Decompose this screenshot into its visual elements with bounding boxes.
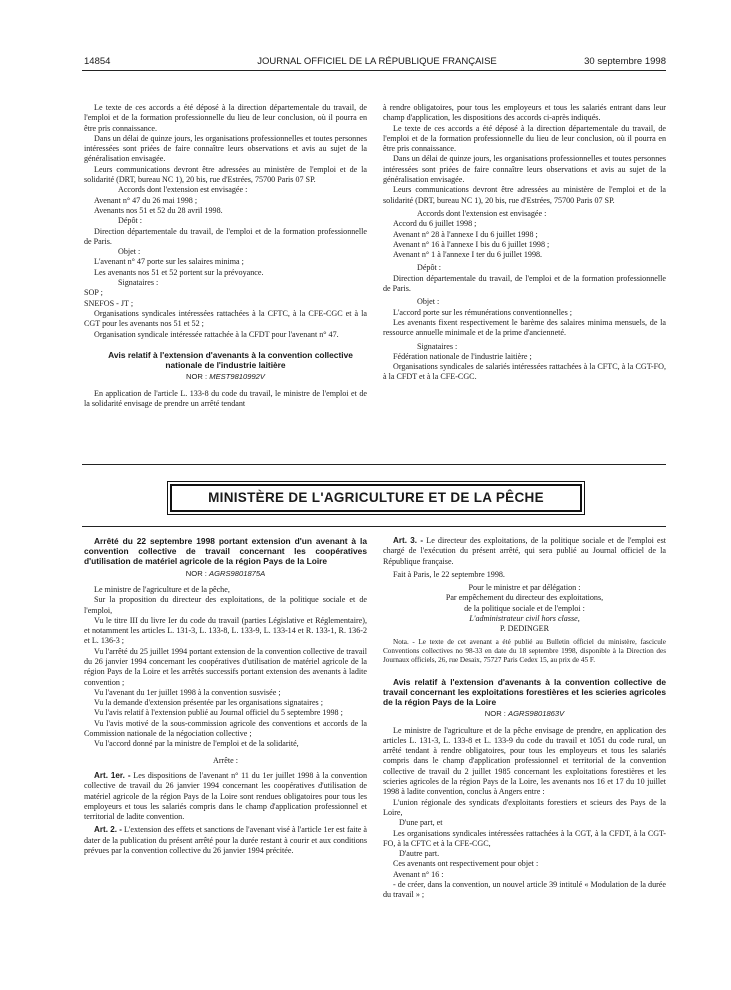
signatory-name: P. DEDINGER [499,624,549,634]
section-heading: Dépôt : [118,216,143,226]
section-heading: Dépôt : [417,263,442,273]
list-item: Organisations syndicales de salariés intéressées rattachées à la CFTC, à la CGT-FO, à la CFDT et à la CFE-CGC. [383,362,666,382]
paragraph: Leurs communications devront être adressées au ministère de l'emploi et de la solidarité (DRT, bureau NC 1), 20 bis, rue d'Estrées, 75700 Paris 07 SP. [84,164,367,185]
article-1: Art. 1er. - Les dispositions de l'avenant n° 11 du 1er juillet 1998 à la convention collective de travail du 26 janvier 1994 concernant les coopératives d'utilisation de matériel agricole de la région Pays de la Loire sont rendues obligatoires pour tous les employeurs et tous les salariés compris dans le champ d'application professionnel et territorial de ladite convention. [84,770,367,822]
list-item: Les avenants nos 51 et 52 portent sur la prévoyance. [94,267,264,277]
top-right-column [383,103,666,383]
paragraph: Vu la demande d'extension présentée par les organisations signataires ; [94,698,323,708]
bottom-right-column [383,536,666,901]
nota: Nota. - Le texte de cet avenant a été publié au Bulletin officiel du ministère, fascicule Conventions collectives no 98-33 en date du 18 septembre 1998, disponible à la Direction des Journaux officiels, 26, rue Desaix, 75727 Paris Cedex 15, au prix de 45 F. [383,637,666,664]
paragraph: D'autre part. [399,849,440,859]
section-divider [82,464,666,465]
paragraph: Leurs communications devront être adressées au ministère de l'emploi et de la solidarité (DRT, bureau NC 1), 20 bis, rue d'Estrées, 75700 Paris 07 SP. [383,185,666,205]
paragraph: L'union régionale des syndicats d'exploitants forestiers et scieurs des Pays de la Loire, [383,797,666,817]
nor-reference: NOR : AGRS9801863V [484,709,565,719]
paragraph: Direction départementale du travail, de l'emploi et de la formation professionnelle de Paris. [383,273,666,294]
list-item: Avenant n° 1 à l'annexe I ter du 6 juillet 1998. [393,250,543,260]
paragraph: Avenant n° 16 : [393,869,444,879]
paragraph: Le texte de ces accords a été déposé à la direction départementale du travail, de l'emploi et de la formation professionnelle du lieu de leur conclusion, où il pourra en être pris connaissance. [383,123,666,154]
section-heading: Signataires : [118,278,159,288]
paragraph: Ces avenants ont respectivement pour objet : [393,859,539,869]
paragraph: Le texte de ces accords a été déposé à la direction départementale du travail, de l'emploi et de la formation professionnelle du lieu de leur conclusion, où il pourra en être pris connaissance. [84,103,367,133]
list-item: L'accord porte sur les rémunérations conventionnelles ; [393,307,573,317]
signature-line: Par empêchement du directeur des exploitations, [445,593,604,603]
list-item: SOP ; [84,288,103,298]
paragraph: Organisation syndicale intéressée rattachée à la CFDT pour l'avenant n° 47. [94,329,339,339]
paragraph: Dans un délai de quinze jours, les organisations professionnelles et toutes personnes intéressées sont priées de faire connaître leurs observations et avis au sujet de la généralisation envisagée. [383,154,666,185]
ministry-title: MINISTÈRE DE L'AGRICULTURE ET DE LA PÊCHE [208,490,544,505]
avis-title: Avis relatif à l'extension d'avenants à la convention collective de travail concernant les exploitations forestières et les scieries agricoles de la région Pays de la Loire [383,676,666,708]
list-item: Fédération nationale de l'industrie laitière ; [393,351,532,361]
avis-title: Avis relatif à l'extension d'avenants à la convention collective nationale de l'industrie laitière [108,349,353,371]
list-item: Les avenants fixent respectivement le barème des salaires minima mensuels, de la ressource annuelle minimale et de la prime d'ancienneté. [383,317,666,338]
article-3: Art. 3. - Le directeur des exploitations, de la politique sociale et de l'emploi est chargé de l'exécution du présent arrêté, qui sera publié au Journal officiel de la République française. [383,536,667,566]
article-2: Art. 2. - L'extension des effets et sanctions de l'avenant visé à l'article 1er est faite à dater de la publication du présent arrêté pour la durée restant à courir et aux conditions prévues par la convention collective du 26 janvier 1994 précitée. [84,825,368,856]
paragraph: Dans un délai de quinze jours, les organisations professionnelles et toutes personnes intéressées sont priées de faire connaître leurs observations et avis au sujet de la généralisation envisagée. [84,133,367,164]
paragraph: Vu l'avis relatif à l'extension publié au Journal officiel du 5 septembre 1998 ; [94,708,343,718]
paragraph: Direction départementale du travail, de l'emploi et de la formation professionnelle de Paris. [84,226,367,246]
signature-line: de la politique sociale et de l'emploi : [464,603,585,613]
list-item: Avenant n° 16 à l'annexe I bis du 6 juillet 1998 ; [393,239,550,249]
section-divider [82,526,666,527]
list-item: Avenant n° 47 du 26 mai 1998 ; [94,195,198,205]
top-left-column [84,103,367,409]
paragraph: Le ministre de l'agriculture et de la pêche, [94,584,230,594]
bottom-left-column [84,536,367,856]
section-heading: Accords dont l'extension est envisagée : [417,208,547,218]
paragraph: En application de l'article L. 133-8 du code du travail, le ministre de l'emploi et de la solidarité envisage de prendre un arrêté tendant [84,388,367,408]
list-item: SNEFOS - JT ; [84,298,134,308]
ministry-banner [170,484,582,512]
arrete-title: Arrêté du 22 septembre 1998 portant extension d'un avenant à la convention collective de travail concernant les coopératives d'utilisation de matériel agricole de la région Pays de la Loire [84,536,367,567]
paragraph: Les organisations syndicales intéressées rattachées à la CGT, à la CFDT, à la CGT-FO, à la CFTC et à la CFE-CGC, [383,828,666,848]
paragraph: à rendre obligatoires, pour tous les employeurs et tous les salariés entrant dans leur champ d'application, les dispositions des accords ci-après indiqués. [383,103,666,123]
list-item: Avenants nos 51 et 52 du 28 avril 1998. [94,205,223,215]
section-heading: Objet : [417,297,440,307]
list-item: Accord du 6 juillet 1998 ; [393,219,477,229]
paragraph: Vu l'accord donné par la ministre de l'emploi et de la solidarité, [94,739,299,749]
nor-reference: NOR : MESТ9810992V [186,372,265,382]
paragraph: Vu l'arrêté du 25 juillet 1994 portant extension de la convention collective de travail du 26 janvier 1994 concernant les coopératives d'utilisation de matériel agricole de la région Pays de la Loire et les arrêtés successifs portant extension des avenants à ladite convention ; [84,646,367,687]
nor-reference: NOR : AGRS9801875A [185,568,266,578]
paragraph: Vu l'avenant du 1er juillet 1998 à la convention susvisée ; [94,687,281,697]
paragraph: Sur la proposition du directeur des exploitations, de la politique sociale et de l'emploi, [84,595,367,615]
paragraph: Vu l'avis motivé de la sous-commission agricole des conventions et accords de la Commission nationale de la négociation collective ; [84,718,367,739]
page-number: 14854 [84,56,111,67]
paragraph: Vu le titre III du livre Ier du code du travail (parties Législative et Réglementaire), et notamment les articles L. 131-3, L. 133-8, L. 133-9, L. 133-14 et R. 133-1, R. 136-2 et L. 136-3 ; [84,615,367,646]
paragraph: Organisations syndicales intéressées rattachées à la CFTC, à la CFE-CGC et à la CGT pour les avenants nos 51 et 52 ; [84,308,367,329]
section-heading: Objet : [118,247,141,257]
journal-title: JOURNAL OFFICIEL DE LA RÉPUBLIQUE FRANÇAISE [257,56,497,67]
page-date: 30 septembre 1998 [584,56,666,67]
signature-line: L'administrateur civil hors classe, [469,614,580,624]
paragraph: D'une part, et [399,818,443,828]
section-heading: Accords dont l'extension est envisagée : [118,185,248,195]
place-date: Fait à Paris, le 22 septembre 1998. [393,569,505,579]
list-item: L'avenant n° 47 porte sur les salaires minima ; [94,257,244,267]
list-item: Avenant n° 28 à l'annexe I du 6 juillet 1998 ; [393,229,538,239]
section-heading: Arrête : [213,755,238,765]
signature-line: Pour le ministre et par délégation : [468,583,581,593]
section-heading: Signataires : [417,341,458,351]
header-rule [82,70,666,71]
paragraph: Le ministre de l'agriculture et de la pêche envisage de prendre, en application des articles L. 131-3, L. 133-8 et L. 133-9 du code du travail et 1051 du code rural, un arrêté tendant à rendre obligatoires, pour tous les employeurs et tous les salariés compris dans le champ d'application professionnel et territorial de la convention collective de travail du 2 juillet 1985 concernant les exploitations forestières et les scieries agricoles de la région Pays de la Loire, les avenants nos 16 et 17 du 10 juillet 1998 à ladite convention, conclus à Angers entre : [383,725,666,797]
list-item: - de créer, dans la convention, un nouvel article 39 intitulé « Modulation de la durée du travail » ; [383,880,666,900]
